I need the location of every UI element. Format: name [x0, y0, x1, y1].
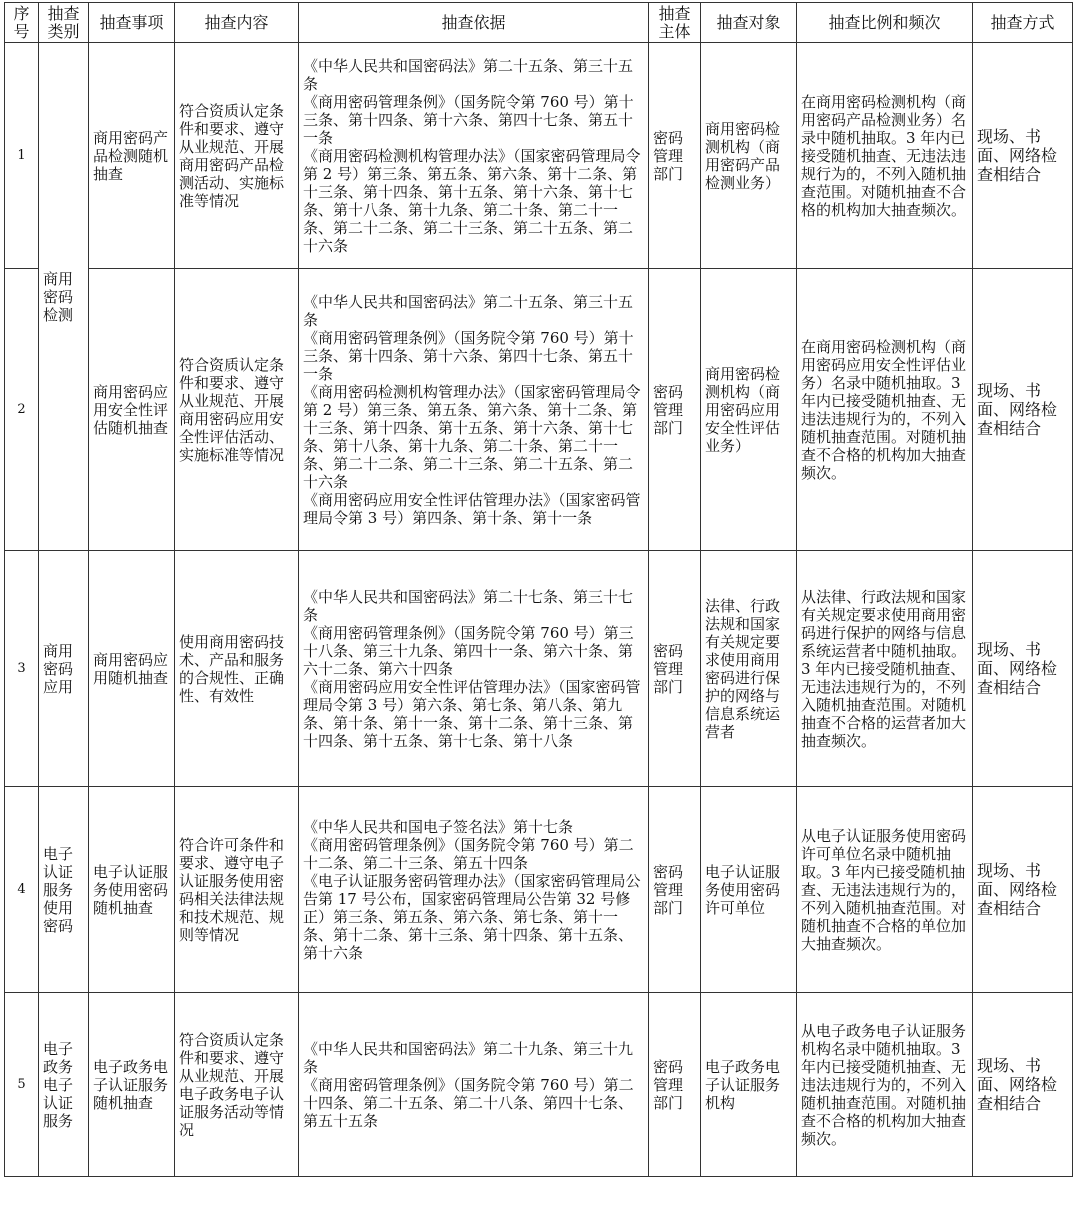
cell-no: 5 [5, 993, 39, 1177]
cell-category: 电子认证服务使用密码 [39, 787, 89, 993]
cell-method: 现场、书面、网络检查相结合 [973, 993, 1073, 1177]
cell-content: 符合资质认定条件和要求、遵守从业规范、开展商用密码应用安全性评估活动、实施标准等情况 [175, 269, 299, 551]
cell-ratio: 从电子认证服务使用密码许可单位名录中随机抽取。3 年内已接受随机抽查、无违法违规行为的，不列入随机抽查范围。对随机抽查不合格的单位加大抽查频次。 [797, 787, 973, 993]
header-item: 抽查事项 [89, 3, 175, 43]
cell-category: 电子政务电子认证服务 [39, 993, 89, 1177]
table-row [5, 787, 1073, 993]
basis-text: 《中华人民共和国密码法》第二十五条、第三十五条 《商用密码管理条例》（国务院令第 760 号）第十三条、第十四条、第十六条、第四十七条、第五十一条 《商用密码检测机构管理办法》（国家密码管理局令第 2 号）第三条、第五条、第六条、第十二条、第十三条、第十四条、第十五条、第十六条、第十七条、第十八条、第十九条、第二十条、第二十一条、第二十二条、第二十三条、第二十五条、第二十六条 [303, 56, 641, 255]
cell-subject: 密码管理部门 [649, 787, 701, 993]
basis-text: 《中华人民共和国密码法》第二十九条、第三十九条 《商用密码管理条例》（国务院令第 760 号）第二十四条、第二十五条、第二十八条、第四十七条、第五十五条 [303, 1039, 634, 1130]
cell-content: 符合许可条件和要求、遵守电子认证服务使用密码相关法律法规和技术规范、规则等情况 [175, 787, 299, 993]
table-row [5, 993, 1073, 1177]
cell-item: 商用密码应用随机抽查 [89, 551, 175, 787]
header-no: 序号 [5, 3, 39, 43]
cell-method: 现场、书面、网络检查相结合 [973, 43, 1073, 269]
inspection-table [4, 2, 1073, 1177]
header-row [5, 3, 1073, 43]
table-row [5, 269, 1073, 551]
cell-subject: 密码管理部门 [649, 551, 701, 787]
cell-target: 电子认证服务使用密码许可单位 [701, 787, 797, 993]
cell-item: 商用密码应用安全性评估随机抽查 [89, 269, 175, 551]
header-category: 抽查类别 [39, 3, 89, 43]
header-subject: 抽查主体 [649, 3, 701, 43]
cell-basis [299, 993, 649, 1177]
cell-target: 法律、行政法规和国家有关规定要求使用商用密码进行保护的网络与信息系统运营者 [701, 551, 797, 787]
cell-basis [299, 269, 649, 551]
basis-text: 《中华人民共和国密码法》第二十五条、第三十五条 《商用密码管理条例》（国务院令第 760 号）第十三条、第十四条、第十六条、第四十七条、第五十一条 《商用密码检测机构管理办法》（国家密码管理局令第 2 号）第三条、第五条、第六条、第十二条、第十三条、第十四条、第十五条、第十六条、第十七条、第十八条、第十九条、第二十条、第二十一条、第二十二条、第二十三条、第二十五条、第二十六条 《商用密码应用安全性评估管理办法》（国家密码管理局令第 3 号）第四条、第十条、第十一条 [303, 292, 641, 527]
cell-ratio: 在商用密码检测机构（商用密码应用安全性评估业务）名录中随机抽取。3 年内已接受随机抽查、无违法违规行为的，不列入随机抽查范围。对随机抽查不合格的机构加大抽查频次。 [797, 269, 973, 551]
cell-method: 现场、书面、网络检查相结合 [973, 551, 1073, 787]
header-basis: 抽查依据 [299, 3, 649, 43]
cell-target: 电子政务电子认证服务机构 [701, 993, 797, 1177]
header-target: 抽查对象 [701, 3, 797, 43]
table-row [5, 43, 1073, 269]
cell-no: 1 [5, 43, 39, 269]
cell-content: 符合资质认定条件和要求、遵守从业规范、开展商用密码产品检测活动、实施标准等情况 [175, 43, 299, 269]
cell-item: 电子认证服务使用密码随机抽查 [89, 787, 175, 993]
cell-basis [299, 787, 649, 993]
basis-text: 《中华人民共和国密码法》第二十七条、第三十七条 《商用密码管理条例》（国务院令第 760 号）第三十八条、第三十九条、第四十一条、第六十条、第六十二条、第六十四条 《商用密码应用安全性评估管理办法》（国家密码管理局令第 3 号）第六条、第七条、第八条、第九条、第十条、第十一条、第十二条、第十三条、第十四条、第十五条、第十七条、第十八条 [303, 587, 641, 750]
cell-item: 电子政务电子认证服务随机抽查 [89, 993, 175, 1177]
cell-method: 现场、书面、网络检查相结合 [973, 787, 1073, 993]
cell-content: 使用商用密码技术、产品和服务的合规性、正确性、有效性 [175, 551, 299, 787]
cell-no: 2 [5, 269, 39, 551]
cell-ratio: 在商用密码检测机构（商用密码产品检测业务）名录中随机抽取。3 年内已接受随机抽查、无违法违规行为的，不列入随机抽查范围。对随机抽查不合格的机构加大抽查频次。 [797, 43, 973, 269]
cell-ratio: 从法律、行政法规和国家有关规定要求使用商用密码进行保护的网络与信息系统运营者中随机抽取。3 年内已接受随机抽查、无违法违规行为的，不列入随机抽查范围。对随机抽查不合格的运营者加大抽查频次。 [797, 551, 973, 787]
cell-basis [299, 43, 649, 269]
basis-text: 《中华人民共和国电子签名法》第十七条 《商用密码管理条例》（国务院令第 760 号）第二十二条、第二十三条、第五十四条 《电子认证服务密码管理办法》（国家密码管理局公告第 17 号公布，国家密码管理局公告第 32 号修正）第三条、第五条、第六条、第七条、第十一条、第十二条、第十三条、第十四条、第十五条、第十六条 [303, 817, 641, 962]
cell-no: 4 [5, 787, 39, 993]
cell-category: 商用密码检测 [39, 43, 89, 551]
cell-subject: 密码管理部门 [649, 993, 701, 1177]
cell-target: 商用密码检测机构（商用密码产品检测业务） [701, 43, 797, 269]
header-content: 抽查内容 [175, 3, 299, 43]
header-ratio: 抽查比例和频次 [797, 3, 973, 43]
cell-no: 3 [5, 551, 39, 787]
cell-subject: 密码管理部门 [649, 43, 701, 269]
cell-target: 商用密码检测机构（商用密码应用安全性评估业务） [701, 269, 797, 551]
cell-category: 商用密码应用 [39, 551, 89, 787]
cell-subject: 密码管理部门 [649, 269, 701, 551]
cell-basis [299, 551, 649, 787]
cell-item: 商用密码产品检测随机抽查 [89, 43, 175, 269]
cell-method: 现场、书面、网络检查相结合 [973, 269, 1073, 551]
cell-ratio: 从电子政务电子认证服务机构名录中随机抽取。3 年内已接受随机抽查、无违法违规行为的，不列入随机抽查范围。对随机抽查不合格的机构加大抽查频次。 [797, 993, 973, 1177]
cell-content: 符合资质认定条件和要求、遵守从业规范、开展电子政务电子认证服务活动等情况 [175, 993, 299, 1177]
header-method: 抽查方式 [973, 3, 1073, 43]
table-row [5, 551, 1073, 787]
